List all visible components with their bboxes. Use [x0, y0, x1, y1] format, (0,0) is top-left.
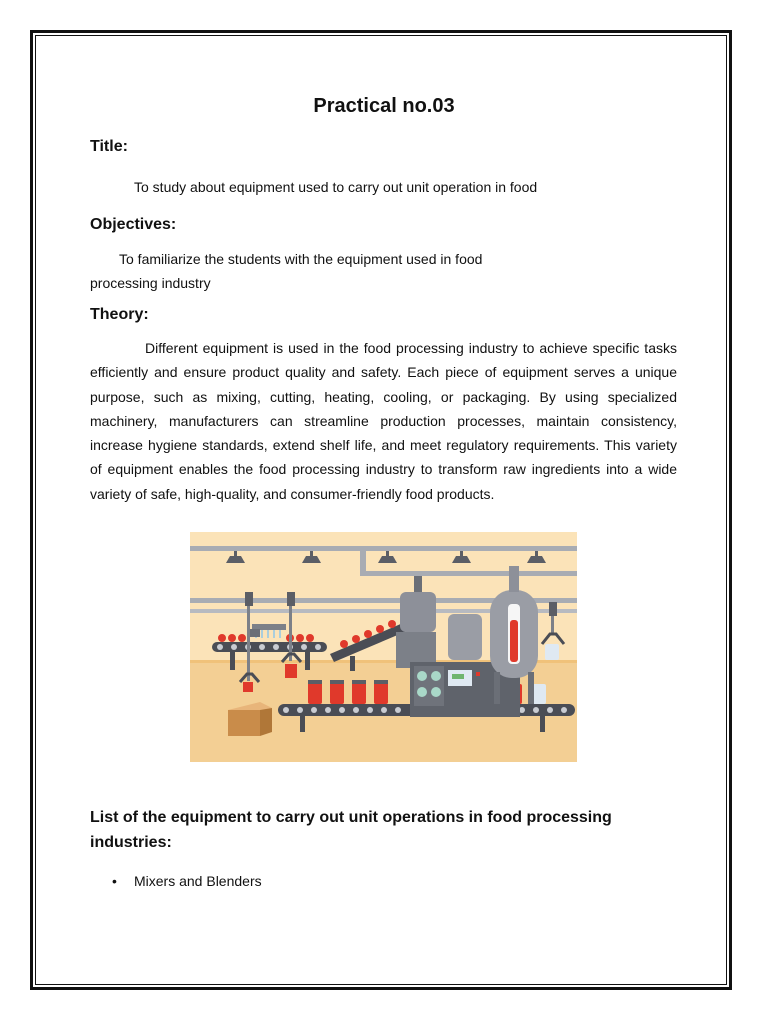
list-heading: List of the equipment to carry out unit operations in food processing industries: [90, 809, 612, 851]
objectives-line-2: processing industry [90, 275, 211, 291]
theory-text: Different equipment is used in the food processing industry to achieve specific tasks efficiently and ensure product quality and safety. Each piece of equipment serves a unique purpose, such as mixing, cutting, heating, cooling, or packaging. By using specialized machinery, manufacturers can streamline production processes, maintain consistency, increase hygiene standards, extend shelf life, and meet regulatory requirements. This variety of equipment enables the food processing industry to transform raw ingredients into a wide variety of safe, high-quality, and consumer-friendly food products. [90, 340, 677, 502]
bullet-icon: • [112, 873, 117, 889]
title-heading: Title: [90, 138, 128, 155]
objectives-heading: Objectives: [90, 216, 177, 233]
theory-heading: Theory: [90, 306, 149, 323]
list-item-label: Mixers and Blenders [134, 873, 262, 889]
objectives-line-1: To familiarize the students with the equipment used in food [119, 251, 483, 267]
page-title: Practical no.03 [313, 95, 455, 117]
list-item [112, 873, 262, 889]
theory-paragraph [90, 336, 677, 506]
food-processing-illustration [190, 532, 577, 762]
title-text: To study about equipment used to carry out unit operation in food [134, 179, 538, 195]
